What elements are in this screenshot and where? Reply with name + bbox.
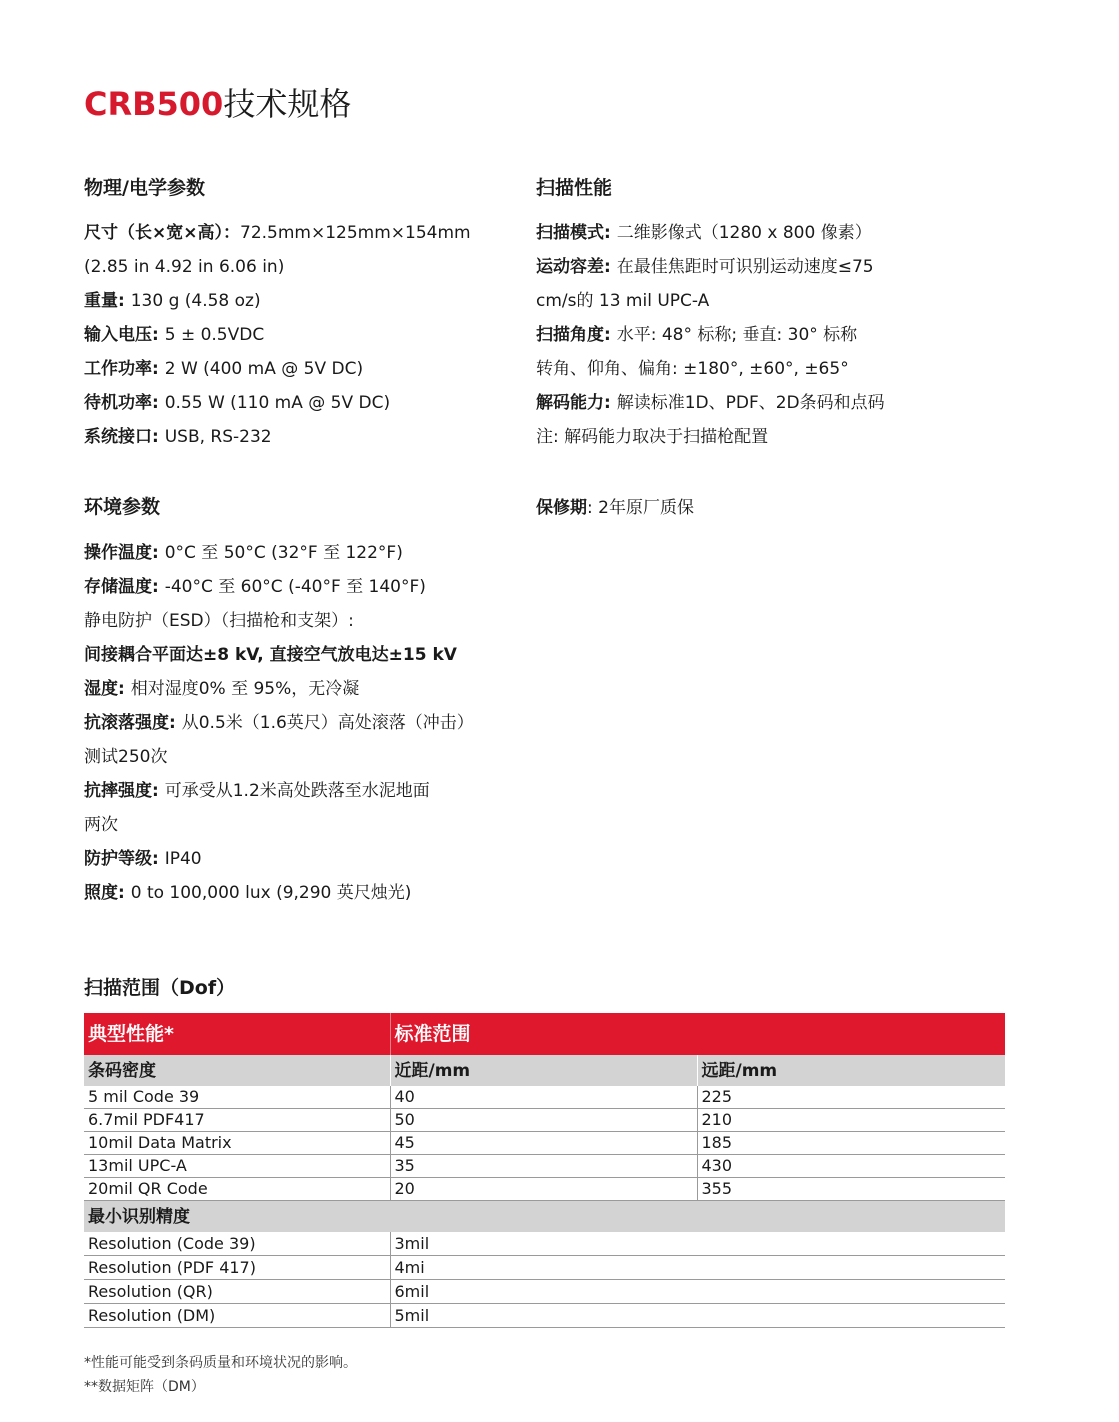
table-row: 6.7mil PDF417 50 210: [84, 1109, 1005, 1132]
spec-line: 尺寸（长×宽×高）：72.5mm×125mm×154mm: [84, 223, 471, 243]
product-name: CRB500: [84, 85, 224, 123]
footnotes: [84, 1351, 357, 1399]
warranty-value: : 2年原厂质保: [587, 498, 694, 518]
section-heading-physical: 物理/电学参数: [84, 177, 205, 199]
table-row: 13mil UPC-A 35 430: [84, 1155, 1005, 1178]
warranty: [536, 491, 694, 525]
table-row: Resolution (QR) 6mil: [84, 1280, 1005, 1304]
table-row: Resolution (PDF 417) 4mi: [84, 1256, 1005, 1280]
spec-line: 测试250次: [84, 747, 168, 767]
subheader-near: 近距/mm: [390, 1055, 697, 1086]
spec-line: 运动容差: 在最佳焦距时可识别运动速度≤75: [536, 257, 874, 277]
spec-line: 重量: 130 g (4.58 oz): [84, 291, 261, 311]
spec-line: 扫描角度: 水平: 48° 标称; 垂直: 30° 标称: [536, 325, 858, 345]
spec-line: 解码能力: 解读标准1D、PDF、2D条码和点码: [536, 393, 885, 413]
footnote: *性能可能受到条码质量和环境状况的影响。: [84, 1355, 357, 1371]
table-row: 10mil Data Matrix 45 185: [84, 1132, 1005, 1155]
subheader-min-resolution: 最小识别精度: [84, 1201, 1005, 1233]
header-typical-performance: 典型性能*: [84, 1013, 390, 1055]
spec-line: 静电防护（ESD）（扫描枪和支架）:: [84, 611, 354, 631]
section-heading-dof: 扫描范围（Dof）: [84, 977, 236, 999]
spec-line: cm/s的 13 mil UPC-A: [536, 291, 710, 311]
title-suffix: 技术规格: [223, 85, 352, 123]
page-title: [84, 82, 351, 126]
spec-line: 存储温度: -40°C 至 60°C (-40°F 至 140°F): [84, 577, 426, 597]
spec-line: 输入电压: 5 ± 0.5VDC: [84, 325, 265, 345]
spec-line: 扫描模式: 二维影像式（1280 x 800 像素）: [536, 223, 872, 243]
warranty-label: 保修期: [536, 498, 587, 518]
section-heading-environment: 环境参数: [84, 496, 161, 518]
spec-line: 两次: [84, 815, 118, 835]
dof-table: [84, 1013, 1005, 1328]
spec-line: 照度: 0 to 100,000 lux (9,290 英尺烛光): [84, 883, 412, 903]
table-subheader-row: [84, 1201, 1005, 1233]
subheader-far: 远距/mm: [697, 1055, 1005, 1086]
spec-line: 间接耦合平面达±8 kV, 直接空气放电达±15 kV: [84, 645, 457, 665]
table-subheader-row: [84, 1055, 1005, 1086]
header-standard-range: 标准范围: [390, 1013, 1005, 1055]
section-heading-scan: 扫描性能: [536, 177, 613, 199]
spec-line: 注: 解码能力取决于扫描枪配置: [536, 427, 769, 447]
scan-spec-list: [536, 216, 885, 454]
spec-line: 系统接口: USB, RS-232: [84, 427, 272, 447]
environment-spec-list: [84, 536, 474, 910]
spec-line: 待机功率: 0.55 W (110 mA @ 5V DC): [84, 393, 391, 413]
subheader-density: 条码密度: [84, 1055, 390, 1086]
table-row: 5 mil Code 39 40 225: [84, 1086, 1005, 1109]
footnote: **数据矩阵（DM）: [84, 1379, 205, 1395]
spec-line: 操作温度: 0°C 至 50°C (32°F 至 122°F): [84, 543, 403, 563]
table-row: 20mil QR Code 20 355: [84, 1178, 1005, 1201]
table-header-row: [84, 1013, 1005, 1055]
spec-line: 湿度: 相对湿度0% 至 95%，无冷凝: [84, 679, 360, 699]
spec-line: 防护等级: IP40: [84, 849, 202, 869]
spec-line: 抗摔强度: 可承受从1.2米高处跌落至水泥地面: [84, 781, 430, 801]
table-row: Resolution (DM) 5mil: [84, 1304, 1005, 1328]
spec-line: 工作功率: 2 W (400 mA @ 5V DC): [84, 359, 364, 379]
table-row: Resolution (Code 39) 3mil: [84, 1232, 1005, 1256]
spec-line: (2.85 in 4.92 in 6.06 in): [84, 257, 285, 277]
spec-line: 抗滚落强度: 从0.5米（1.6英尺）高处滚落（冲击）: [84, 713, 474, 733]
physical-spec-list: [84, 216, 471, 454]
spec-line: 转角、仰角、偏角: ±180°, ±60°, ±65°: [536, 359, 849, 379]
